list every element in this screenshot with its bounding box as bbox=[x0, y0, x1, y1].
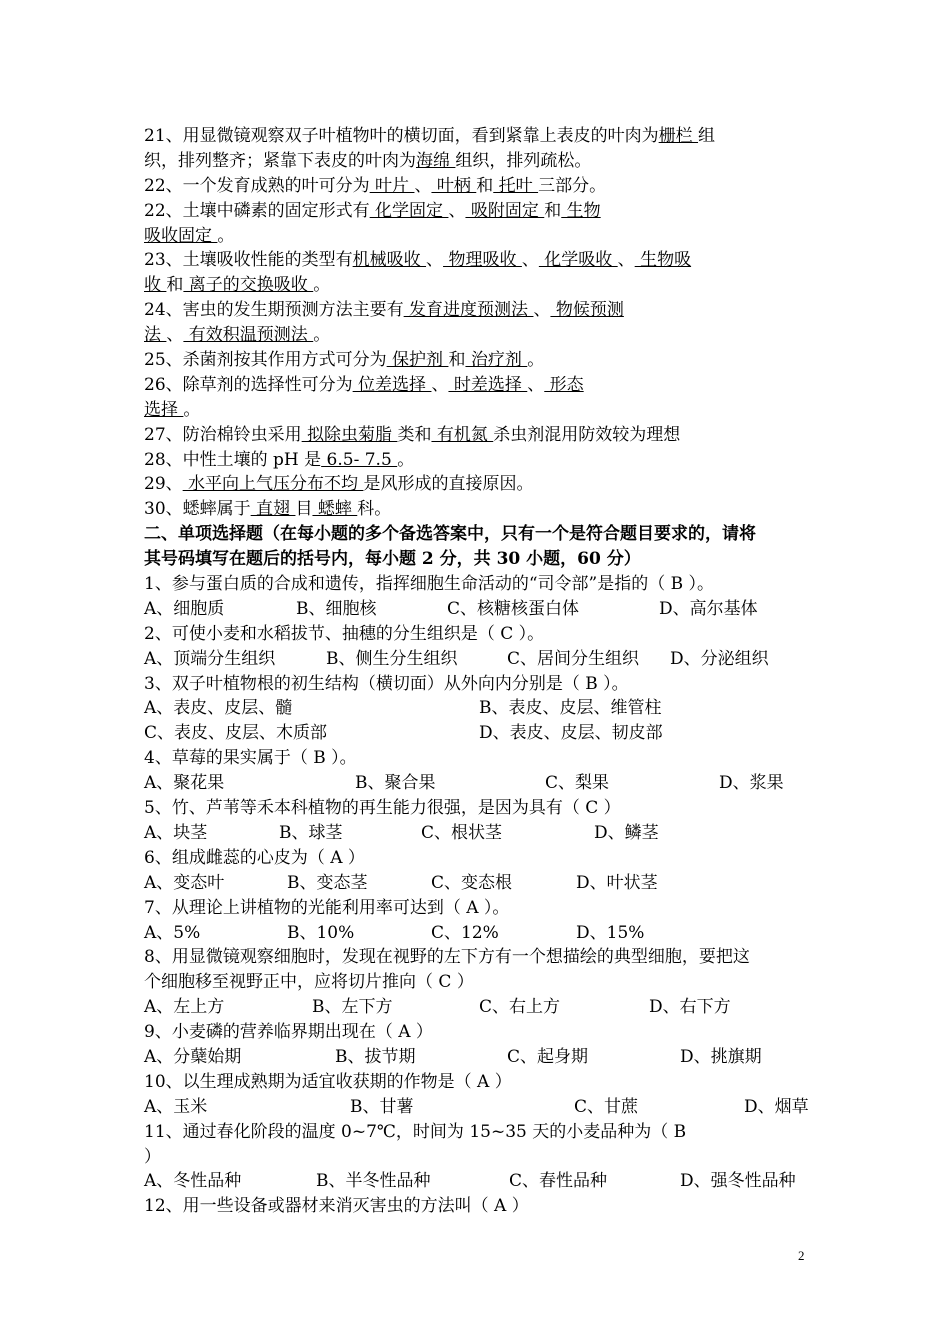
option-c: C、甘蔗 bbox=[574, 1096, 639, 1117]
question-text: 和 bbox=[544, 200, 562, 221]
question-text: 是风形成的直接原因。 bbox=[363, 474, 534, 495]
mc-question-11-line-1: 11、通过春化阶段的温度 0~7℃，时间为 15~35 天的小麦品种为（ B bbox=[144, 1121, 687, 1142]
question-text: 组 bbox=[698, 126, 716, 146]
answer-blank: 吸收固定 bbox=[144, 225, 218, 246]
mc-options-5 bbox=[144, 821, 810, 846]
answer-blank: 吸附固定 bbox=[465, 200, 545, 221]
mc-question-12: 12、用一些设备或器材来消灭害虫的方法叫（ A ） bbox=[144, 1196, 529, 1217]
mc-question-10: 10、以生理成熟期为适宜收获期的作物是（ A ） bbox=[144, 1071, 512, 1092]
answer-blank: 时差选择 bbox=[448, 374, 528, 395]
question-text: 、 bbox=[166, 325, 184, 346]
option-c: C、12% bbox=[431, 922, 499, 943]
option-c: C、居间分生组织 bbox=[507, 648, 640, 669]
mc-options-1 bbox=[144, 597, 810, 622]
question-text: 。 bbox=[217, 225, 235, 246]
answer-blank: 化学吸收 bbox=[538, 250, 618, 271]
option-a: A、表皮、皮层、髓 bbox=[144, 698, 293, 719]
option-b: B、左下方 bbox=[312, 997, 393, 1018]
option-b: B、拔节期 bbox=[335, 1046, 416, 1067]
q28-line bbox=[144, 448, 810, 473]
answer-blank: 收 bbox=[144, 275, 167, 296]
answer-blank: 水平向上气压分布不均 bbox=[182, 474, 364, 495]
question-text: 三部分。 bbox=[538, 175, 607, 196]
q25-line bbox=[144, 348, 810, 373]
option-a: A、变态叶 bbox=[144, 872, 225, 893]
question-text: 和 bbox=[448, 350, 466, 371]
q26-line-1 bbox=[144, 373, 810, 398]
question-text: 、 bbox=[527, 374, 545, 395]
q23-line-1 bbox=[144, 248, 810, 273]
option-d: D、分泌组织 bbox=[670, 648, 769, 669]
option-c: C、根状茎 bbox=[421, 822, 503, 843]
option-b: B、变态茎 bbox=[287, 872, 368, 893]
mc-question-3: 3、双子叶植物根的初生结构（横切面）从外向内分别是（ B ）。 bbox=[144, 673, 629, 694]
question-text: 28、中性土壤的 pH 是 bbox=[144, 449, 322, 470]
question-text: 27、防治棉铃虫采用 bbox=[144, 424, 302, 445]
question-text: 、 bbox=[521, 250, 539, 271]
answer-blank: 位差选择 bbox=[352, 374, 432, 395]
option-c: C、梨果 bbox=[545, 773, 610, 794]
answer-blank: 6.5- 7.5 bbox=[321, 449, 398, 470]
option-d: D、高尔基体 bbox=[659, 598, 758, 619]
q22-line bbox=[144, 174, 810, 199]
option-d: D、挑旗期 bbox=[680, 1046, 762, 1067]
option-b: B、半冬性品种 bbox=[316, 1171, 431, 1192]
answer-blank: 形态 bbox=[544, 374, 584, 395]
section-heading-line-2: 其号码填写在题后的括号内，每小题 2 分，共 30 小题，60 分） bbox=[144, 549, 641, 570]
option-b: B、聚合果 bbox=[355, 773, 436, 794]
q22b-line-2 bbox=[144, 224, 810, 249]
answer-blank: 法 bbox=[144, 325, 167, 346]
option-d: D、右下方 bbox=[649, 997, 731, 1018]
question-text: 。 bbox=[313, 325, 331, 346]
question-text: 和 bbox=[166, 275, 184, 296]
option-c: C、变态根 bbox=[431, 872, 513, 893]
q21-line-1 bbox=[144, 124, 810, 149]
option-b: B、球茎 bbox=[279, 822, 343, 843]
document-content bbox=[144, 124, 810, 1219]
question-text: 类和 bbox=[397, 424, 432, 445]
page-number: 2 bbox=[798, 1248, 805, 1263]
answer-blank: 蟋蟀 bbox=[312, 499, 358, 520]
option-a: A、块茎 bbox=[144, 822, 208, 843]
mc-options-4 bbox=[144, 771, 810, 796]
mc-options-6 bbox=[144, 871, 810, 896]
mc-question-2: 2、可使小麦和水稻拔节、抽穗的分生组织是（ C ）。 bbox=[144, 623, 545, 644]
option-b: B、细胞核 bbox=[296, 598, 377, 619]
mc-options-7 bbox=[144, 921, 810, 946]
answer-blank: 物理吸收 bbox=[443, 250, 522, 271]
mc-question-5: 5、竹、芦苇等禾本科植物的再生能力很强，是因为具有（ C ） bbox=[144, 798, 621, 819]
option-c: C、起身期 bbox=[507, 1046, 589, 1067]
option-c: C、表皮、皮层、木质部 bbox=[144, 723, 328, 744]
question-text: 和 bbox=[476, 175, 494, 196]
option-a: A、分蘖始期 bbox=[144, 1046, 242, 1067]
mc-options-10 bbox=[144, 1095, 810, 1120]
answer-blank: 化学固定 bbox=[369, 200, 449, 221]
question-text: 21、用显微镜观察双子叶植物叶的横切面，看到紧靠上表皮的叶肉为 bbox=[144, 126, 659, 146]
question-text: 。 bbox=[397, 449, 415, 470]
question-text: 24、害虫的发生期预测方法主要有 bbox=[144, 300, 404, 321]
question-text: 、 bbox=[414, 175, 432, 196]
question-text: 22、土壤中磷素的固定形式有 bbox=[144, 200, 370, 221]
q30-line bbox=[144, 497, 810, 522]
answer-blank: 栅栏 bbox=[658, 126, 699, 146]
option-c: C、春性品种 bbox=[509, 1171, 608, 1192]
question-text: 、 bbox=[431, 374, 449, 395]
question-text: 织，排列整齐；紧靠下表皮的叶肉为 bbox=[144, 150, 416, 171]
answer-blank: 生物 bbox=[561, 200, 601, 221]
mc-options-3b bbox=[144, 721, 810, 746]
mc-options-9 bbox=[144, 1045, 810, 1070]
answer-blank: 保护剂 bbox=[386, 350, 449, 371]
option-c: C、右上方 bbox=[479, 997, 561, 1018]
answer-blank: 物候预测 bbox=[550, 300, 624, 321]
option-a: A、顶端分生组织 bbox=[144, 648, 276, 669]
question-text: 、 bbox=[617, 250, 635, 271]
mc-options-2 bbox=[144, 647, 810, 672]
question-text: 、 bbox=[533, 300, 551, 321]
option-d: D、15% bbox=[576, 922, 645, 943]
mc-question-9: 9、小麦磷的营养临界期出现在（ A ） bbox=[144, 1022, 433, 1043]
question-text: 。 bbox=[183, 399, 201, 420]
question-text: 26、除草剂的选择性可分为 bbox=[144, 374, 353, 395]
question-text: 25、杀菌剂按其作用方式可分为 bbox=[144, 350, 387, 371]
mc-question-7: 7、从理论上讲植物的光能利用率可达到（ A ）。 bbox=[144, 897, 510, 918]
answer-blank: 生物吸 bbox=[634, 250, 692, 271]
option-d: D、烟草 bbox=[744, 1096, 809, 1117]
question-text: 23、土壤吸收性能的类型有 bbox=[144, 250, 353, 271]
answer-blank: 有机氮 bbox=[431, 424, 494, 445]
answer-blank: 叶片 bbox=[369, 175, 415, 196]
option-d: D、强冬性品种 bbox=[680, 1171, 796, 1192]
option-d: D、浆果 bbox=[719, 773, 784, 794]
option-d: D、叶状茎 bbox=[576, 872, 658, 893]
option-a: A、玉米 bbox=[144, 1096, 208, 1117]
mc-options-3a bbox=[144, 696, 810, 721]
answer-blank: 叶柄 bbox=[431, 175, 477, 196]
answer-blank: 机械吸收 bbox=[352, 250, 427, 271]
mc-options-11 bbox=[144, 1169, 810, 1194]
answer-blank: 有效积温预测法 bbox=[183, 325, 314, 346]
mc-question-1: 1、参与蛋白质的合成和遗传，指挥细胞生命活动的“司令部”是指的（ B ）。 bbox=[144, 574, 714, 595]
option-c: C、核糖核蛋白体 bbox=[447, 598, 580, 619]
option-b: B、甘薯 bbox=[350, 1096, 414, 1117]
q26-line-2 bbox=[144, 398, 810, 423]
answer-blank: 选择 bbox=[144, 399, 184, 420]
mc-question-6: 6、组成雌蕊的心皮为（ A ） bbox=[144, 847, 365, 868]
mc-question-8-line-2: 个细胞移至视野正中，应将切片推向（ C ） bbox=[144, 972, 474, 993]
q27-line bbox=[144, 423, 810, 448]
answer-blank: 治疗剂 bbox=[465, 350, 528, 371]
question-text: 。 bbox=[313, 275, 331, 296]
q21-line-2 bbox=[144, 149, 810, 174]
answer-blank: 发育进度预测法 bbox=[403, 300, 534, 321]
question-text: 、 bbox=[426, 250, 444, 271]
option-b: B、表皮、皮层、维管柱 bbox=[479, 698, 662, 719]
question-text: 目 bbox=[295, 499, 313, 520]
q29-line bbox=[144, 472, 810, 497]
mc-options-8 bbox=[144, 995, 810, 1020]
answer-blank: 托叶 bbox=[493, 175, 539, 196]
mc-question-4: 4、草莓的果实属于（ B ）。 bbox=[144, 748, 357, 769]
option-b: B、侧生分生组织 bbox=[326, 648, 458, 669]
answer-blank: 海绵 bbox=[416, 150, 456, 171]
question-text: 22、一个发育成熟的叶可分为 bbox=[144, 175, 370, 196]
answer-blank: 拟除虫菊脂 bbox=[301, 424, 398, 445]
mc-question-8-line-1: 8、用显微镜观察细胞时，发现在视野的左下方有一个想描绘的典型细胞，要把这 bbox=[144, 947, 750, 968]
mc-question-11-line-2: ） bbox=[144, 1146, 161, 1167]
question-text: 科。 bbox=[357, 499, 392, 520]
option-a: A、聚花果 bbox=[144, 773, 225, 794]
q24-line-2 bbox=[144, 323, 810, 348]
option-a: A、5% bbox=[144, 922, 201, 943]
option-a: A、冬性品种 bbox=[144, 1171, 242, 1192]
question-text: 杀虫剂混用防效较为理想 bbox=[493, 424, 681, 445]
option-a: A、细胞质 bbox=[144, 598, 225, 619]
question-text: 。 bbox=[527, 350, 545, 371]
answer-blank: 离子的交换吸收 bbox=[183, 275, 314, 296]
question-text: 30、蟋蟀属于 bbox=[144, 499, 251, 520]
question-text: 组织，排列疏松。 bbox=[455, 150, 592, 171]
q24-line-1 bbox=[144, 298, 810, 323]
answer-blank: 直翅 bbox=[250, 499, 296, 520]
option-d: D、表皮、皮层、韧皮部 bbox=[479, 723, 663, 744]
option-a: A、左上方 bbox=[144, 997, 225, 1018]
option-d: D、鳞茎 bbox=[594, 822, 659, 843]
question-text: 、 bbox=[448, 200, 466, 221]
q23-line-2 bbox=[144, 273, 810, 298]
question-text: 29、 bbox=[144, 474, 183, 495]
option-b: B、10% bbox=[287, 922, 355, 943]
section-heading-line-1: 二、单项选择题（在每小题的多个备选答案中，只有一个是符合题目要求的，请将 bbox=[144, 524, 756, 545]
q22b-line-1 bbox=[144, 199, 810, 224]
